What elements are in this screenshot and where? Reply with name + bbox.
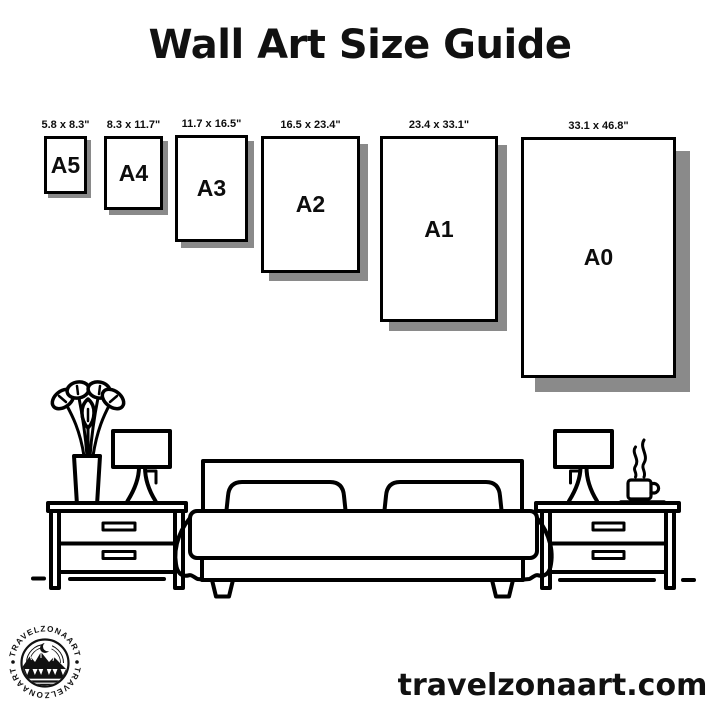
mattress — [190, 511, 537, 558]
size-dimensions-label: 11.7 x 16.5" — [181, 118, 242, 130]
size-name-label: A5 — [50, 151, 81, 178]
nightstand-left-top — [48, 503, 186, 511]
bed-base — [202, 558, 523, 580]
logo-brand-bottom-text: TRAVELZONAART — [7, 666, 83, 700]
size-panel-a3 — [175, 118, 248, 242]
size-name-label: A4 — [118, 159, 149, 186]
paper-a0 — [521, 137, 676, 378]
logo-brand-top-text: TRAVELZONAART — [7, 624, 83, 658]
brand-logo — [0, 617, 90, 707]
size-name-label: A1 — [424, 215, 454, 242]
size-dimensions-label: 16.5 x 23.4" — [280, 119, 341, 131]
size-dimensions-label: 23.4 x 33.1" — [408, 119, 470, 131]
logo-dot-left — [11, 660, 15, 664]
nightstand-right-top — [536, 503, 679, 511]
paper-a2 — [261, 136, 360, 273]
paper-a3 — [175, 135, 248, 242]
website-url: travelzonaart.com — [397, 668, 708, 703]
paper-a5 — [44, 136, 87, 194]
logo-dot-right — [75, 660, 79, 664]
size-name-label: A3 — [196, 175, 227, 201]
size-panel-a2 — [261, 119, 360, 273]
nightstand-right-icon — [542, 509, 674, 588]
bed-leg-right — [492, 580, 513, 597]
size-dimensions-label: 5.8 x 8.3" — [41, 119, 90, 131]
nightstand-left-icon — [51, 509, 183, 588]
coffee-cup-icon — [621, 440, 664, 503]
bedroom-illustration — [0, 378, 720, 603]
page-title: Wall Art Size Guide — [148, 22, 572, 68]
size-panel-a1 — [380, 119, 498, 322]
size-name-label: A0 — [583, 244, 614, 270]
bed-leg-left — [212, 580, 233, 597]
size-panel-a5 — [41, 119, 90, 194]
size-panel-a0 — [521, 120, 676, 378]
bed-icon — [175, 461, 551, 597]
table-lamp-left-icon — [113, 431, 170, 504]
size-panel-a4 — [104, 119, 163, 210]
paper-a4 — [104, 136, 163, 210]
paper-a1 — [380, 136, 498, 322]
size-dimensions-label: 8.3 x 11.7" — [106, 119, 161, 131]
size-name-label: A2 — [295, 191, 326, 217]
table-lamp-right-icon — [555, 431, 612, 504]
size-dimensions-label: 33.1 x 46.8" — [568, 120, 629, 132]
